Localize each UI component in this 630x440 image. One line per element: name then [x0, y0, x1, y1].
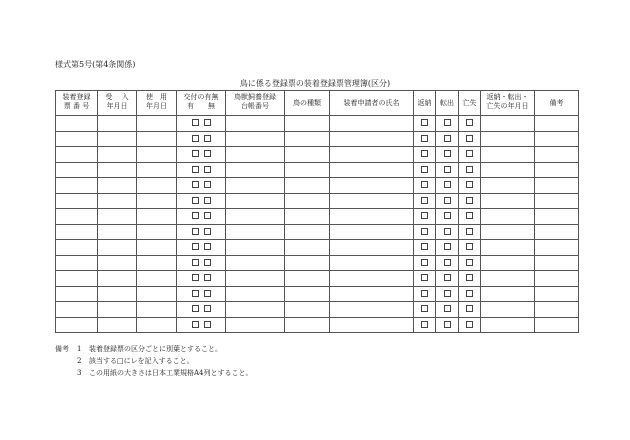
table-cell [459, 162, 481, 178]
table-cell [226, 147, 285, 163]
checkbox[interactable] [421, 274, 428, 281]
checkbox[interactable] [204, 166, 211, 173]
checkbox[interactable] [204, 290, 211, 297]
checkbox[interactable] [192, 228, 199, 235]
table-cell [481, 178, 535, 194]
checkbox[interactable] [444, 166, 451, 173]
table-cell [177, 240, 226, 256]
table-cell [436, 147, 459, 163]
column-header-label: 票 番 号 [63, 102, 90, 110]
note-number: 3 [77, 369, 82, 377]
table-cell [414, 271, 436, 287]
checkbox[interactable] [444, 274, 451, 281]
table-cell [137, 271, 177, 287]
table-cell [436, 317, 459, 333]
table-cell [98, 302, 137, 318]
table-body [56, 116, 579, 333]
table-cell [330, 302, 414, 318]
column-header [481, 91, 535, 116]
table-cell [436, 224, 459, 240]
table-cell [285, 240, 330, 256]
table-cell [459, 240, 481, 256]
checkbox[interactable] [421, 150, 428, 157]
table-cell [56, 317, 98, 333]
checkbox[interactable] [444, 321, 451, 328]
checkbox[interactable] [192, 290, 199, 297]
table-cell [56, 271, 98, 287]
table-cell [330, 178, 414, 194]
checkbox[interactable] [421, 305, 428, 312]
checkbox[interactable] [421, 290, 428, 297]
table-cell [481, 286, 535, 302]
table-cell [535, 286, 579, 302]
table-cell [414, 209, 436, 225]
column-header-label: 年月日 [146, 102, 167, 110]
table-cell [535, 178, 579, 194]
column-header-label: 鳥の種類 [293, 98, 321, 107]
table-cell [137, 131, 177, 147]
table-cell [459, 178, 481, 194]
checkbox[interactable] [192, 259, 199, 266]
checkbox[interactable] [421, 181, 428, 188]
column-header [459, 91, 481, 116]
table-cell [535, 162, 579, 178]
table-cell [137, 116, 177, 132]
table-cell [459, 302, 481, 318]
table-cell [137, 147, 177, 163]
checkbox[interactable] [192, 150, 199, 157]
table-cell [436, 178, 459, 194]
table-row [56, 131, 579, 147]
table-cell [56, 116, 98, 132]
table-cell [98, 178, 137, 194]
column-header-label: 年月日 [106, 102, 128, 110]
register-table [55, 90, 579, 333]
table-cell [98, 209, 137, 225]
table-cell [436, 240, 459, 256]
column-header-label: 備考 [549, 98, 564, 107]
table-cell [436, 271, 459, 287]
table-row [56, 286, 579, 302]
table-cell [481, 209, 535, 225]
table-cell [137, 178, 177, 194]
table-cell [481, 224, 535, 240]
table-cell [535, 147, 579, 163]
column-header [98, 91, 137, 116]
table-cell [436, 116, 459, 132]
table-cell [414, 131, 436, 147]
table-cell [535, 193, 579, 209]
table-cell [98, 193, 137, 209]
table-cell [459, 147, 481, 163]
checkbox[interactable] [444, 228, 451, 235]
table-cell [414, 286, 436, 302]
checkbox[interactable] [466, 150, 473, 157]
table-row [56, 209, 579, 225]
column-header-label: 交付の有無 [183, 93, 219, 101]
table-row [56, 255, 579, 271]
table-cell [177, 224, 226, 240]
table-cell [535, 255, 579, 271]
note-row-1 [55, 343, 253, 355]
table-cell [56, 193, 98, 209]
table-cell [56, 178, 98, 194]
table-cell [285, 131, 330, 147]
table-cell [226, 271, 285, 287]
table-cell [436, 131, 459, 147]
column-header-label: 装着登録 [62, 93, 91, 101]
checkbox[interactable] [466, 305, 473, 312]
table-cell [481, 240, 535, 256]
table-cell [285, 178, 330, 194]
table-cell [459, 255, 481, 271]
table-cell [481, 317, 535, 333]
checkbox[interactable] [192, 135, 199, 142]
table-row [56, 162, 579, 178]
table-cell [481, 255, 535, 271]
table-cell [226, 255, 285, 271]
table-cell [459, 271, 481, 287]
table-cell [56, 240, 98, 256]
table-cell [535, 224, 579, 240]
table-cell [177, 193, 226, 209]
table-cell [98, 116, 137, 132]
table-cell [330, 286, 414, 302]
table-cell [137, 240, 177, 256]
table-cell [285, 193, 330, 209]
note-number: 1 [77, 345, 82, 353]
table-cell [226, 131, 285, 147]
table-cell [56, 286, 98, 302]
checkbox[interactable] [204, 119, 211, 126]
table-cell [56, 302, 98, 318]
table-cell [285, 162, 330, 178]
checkbox[interactable] [204, 197, 211, 204]
table-row [56, 178, 579, 194]
table-row [56, 317, 579, 333]
checkbox[interactable] [204, 305, 211, 312]
checkbox[interactable] [444, 135, 451, 142]
table-cell [56, 224, 98, 240]
table-cell [177, 317, 226, 333]
column-header-label: 有 無 [187, 102, 215, 110]
checkbox[interactable] [466, 212, 473, 219]
checkbox[interactable] [192, 119, 199, 126]
column-header [535, 91, 579, 116]
table-cell [414, 317, 436, 333]
table-cell [535, 317, 579, 333]
table-cell [414, 302, 436, 318]
table-cell [137, 193, 177, 209]
table-cell [330, 209, 414, 225]
table-cell [459, 317, 481, 333]
table-cell [226, 317, 285, 333]
column-header-label: 受 入 [105, 93, 129, 101]
checkbox[interactable] [192, 321, 199, 328]
table-cell [535, 271, 579, 287]
table-cell [98, 162, 137, 178]
table-cell [535, 131, 579, 147]
column-header [177, 91, 226, 116]
table-cell [285, 116, 330, 132]
table-cell [414, 162, 436, 178]
table-row [56, 116, 579, 132]
table-cell [226, 193, 285, 209]
table-cell [56, 209, 98, 225]
document-title: 鳥に係る登録票の装着登録票管理簿(区分) [239, 79, 391, 88]
checkbox[interactable] [421, 119, 428, 126]
column-header-label: 装着申請者の氏名 [343, 98, 400, 107]
note-text: 該当する□にレを記入すること。 [89, 357, 194, 365]
table-row [56, 193, 579, 209]
note-text: 装着登録票の区分ごとに別葉とすること。 [89, 345, 222, 353]
checkbox[interactable] [466, 197, 473, 204]
table-cell [414, 240, 436, 256]
table-row [56, 271, 579, 287]
table-cell [177, 271, 226, 287]
column-header [226, 91, 285, 116]
checkbox[interactable] [421, 212, 428, 219]
table-cell [330, 271, 414, 287]
checkbox[interactable] [421, 228, 428, 235]
checkbox[interactable] [444, 197, 451, 204]
checkbox[interactable] [466, 259, 473, 266]
table-cell [436, 255, 459, 271]
column-header-label: 転出 [440, 98, 454, 107]
column-header [436, 91, 459, 116]
table-cell [56, 131, 98, 147]
checkbox[interactable] [466, 181, 473, 188]
table-cell [177, 116, 226, 132]
note-text: この用紙の大きさは日本工業規格A4列とすること。 [89, 369, 253, 377]
column-header-label: 台帳番号 [241, 102, 269, 110]
checkbox[interactable] [204, 135, 211, 142]
table-cell [330, 240, 414, 256]
table-cell [459, 286, 481, 302]
checkbox[interactable] [466, 166, 473, 173]
table-cell [98, 286, 137, 302]
checkbox[interactable] [204, 150, 211, 157]
checkbox[interactable] [192, 166, 199, 173]
table-cell [285, 302, 330, 318]
table-cell [137, 317, 177, 333]
checkbox[interactable] [192, 197, 199, 204]
checkbox[interactable] [192, 243, 199, 250]
table-cell [226, 209, 285, 225]
checkbox[interactable] [192, 305, 199, 312]
notes [55, 343, 253, 379]
table-cell [98, 317, 137, 333]
column-header-label: 使 用 [146, 93, 167, 101]
checkbox[interactable] [421, 321, 428, 328]
checkbox[interactable] [466, 290, 473, 297]
table-cell [285, 255, 330, 271]
checkbox[interactable] [204, 321, 211, 328]
table-cell [285, 271, 330, 287]
table-cell [98, 271, 137, 287]
header-row [56, 91, 579, 116]
table-cell [137, 224, 177, 240]
table-cell [459, 193, 481, 209]
note-row-3 [55, 367, 253, 379]
table-cell [177, 286, 226, 302]
checkbox[interactable] [421, 135, 428, 142]
form-label: 様式第5号(第4条関係) [55, 60, 136, 69]
table-cell [137, 302, 177, 318]
table-cell [330, 162, 414, 178]
table-row [56, 224, 579, 240]
checkbox[interactable] [444, 305, 451, 312]
table-cell [414, 178, 436, 194]
table-cell [56, 255, 98, 271]
checkbox[interactable] [466, 135, 473, 142]
table-cell [481, 162, 535, 178]
table-cell [226, 240, 285, 256]
notes-heading: 備考 [55, 345, 69, 353]
table-row [56, 302, 579, 318]
table-cell [481, 193, 535, 209]
checkbox[interactable] [444, 290, 451, 297]
table-cell [330, 224, 414, 240]
checkbox[interactable] [192, 274, 199, 281]
table-cell [98, 240, 137, 256]
table-cell [177, 131, 226, 147]
table-cell [481, 271, 535, 287]
checkbox[interactable] [204, 259, 211, 266]
table-cell [98, 147, 137, 163]
checkbox[interactable] [204, 274, 211, 281]
checkbox[interactable] [204, 243, 211, 250]
checkbox[interactable] [444, 259, 451, 266]
checkbox[interactable] [192, 212, 199, 219]
table-cell [285, 286, 330, 302]
column-header [285, 91, 330, 116]
table-cell [285, 224, 330, 240]
table-cell [330, 317, 414, 333]
table-cell [56, 162, 98, 178]
table-cell [481, 147, 535, 163]
column-header-label: 亡失 [462, 98, 477, 107]
table-row [56, 147, 579, 163]
checkbox[interactable] [466, 243, 473, 250]
table-cell [226, 178, 285, 194]
table-cell [481, 131, 535, 147]
table-cell [226, 302, 285, 318]
table-cell [535, 209, 579, 225]
table-cell [137, 209, 177, 225]
table-cell [330, 131, 414, 147]
column-header [56, 91, 98, 116]
table-cell [285, 209, 330, 225]
table-cell [226, 224, 285, 240]
table-cell [436, 286, 459, 302]
column-header-label: 亡失の年月日 [486, 102, 529, 110]
table-cell [137, 286, 177, 302]
checkbox[interactable] [444, 212, 451, 219]
table-cell [414, 224, 436, 240]
table-cell [177, 178, 226, 194]
table-cell [436, 193, 459, 209]
table-cell [98, 224, 137, 240]
table-cell [436, 162, 459, 178]
checkbox[interactable] [204, 228, 211, 235]
checkbox[interactable] [466, 119, 473, 126]
checkbox[interactable] [466, 228, 473, 235]
checkbox[interactable] [421, 166, 428, 173]
table-cell [459, 116, 481, 132]
table-cell [177, 255, 226, 271]
table-cell [330, 193, 414, 209]
table-cell [177, 209, 226, 225]
column-header-label: 鳥獣飼養登録 [234, 93, 276, 101]
table-cell [226, 116, 285, 132]
table-cell [481, 302, 535, 318]
table-cell [414, 193, 436, 209]
checkbox[interactable] [444, 119, 451, 126]
checkbox[interactable] [421, 243, 428, 250]
checkbox[interactable] [444, 243, 451, 250]
checkbox[interactable] [204, 181, 211, 188]
table-cell [330, 147, 414, 163]
checkbox[interactable] [444, 150, 451, 157]
column-header [137, 91, 177, 116]
checkbox[interactable] [421, 197, 428, 204]
table-cell [137, 162, 177, 178]
table-cell [177, 147, 226, 163]
table-cell [414, 116, 436, 132]
column-header-label: 返納 [417, 98, 432, 107]
table-cell [436, 302, 459, 318]
table-cell [98, 131, 137, 147]
table-cell [436, 209, 459, 225]
checkbox[interactable] [444, 181, 451, 188]
table-cell [459, 224, 481, 240]
table-cell [535, 116, 579, 132]
column-header [414, 91, 436, 116]
note-number: 2 [77, 357, 82, 365]
column-header [330, 91, 414, 116]
table-row [56, 240, 579, 256]
column-header-label: 返納・転出・ [486, 93, 529, 101]
table-cell [535, 302, 579, 318]
checkbox[interactable] [192, 181, 199, 188]
table-cell [285, 317, 330, 333]
note-row-2 [55, 355, 253, 367]
table-cell [330, 116, 414, 132]
table-cell [459, 131, 481, 147]
checkbox[interactable] [466, 274, 473, 281]
table-cell [414, 147, 436, 163]
table-cell [98, 255, 137, 271]
table-cell [459, 209, 481, 225]
table-cell [535, 240, 579, 256]
table-cell [414, 255, 436, 271]
table-cell [285, 147, 330, 163]
table-cell [177, 302, 226, 318]
table-cell [226, 286, 285, 302]
table-cell [137, 255, 177, 271]
table-cell [226, 162, 285, 178]
table-cell [177, 162, 226, 178]
table-cell [330, 255, 414, 271]
checkbox[interactable] [421, 259, 428, 266]
checkbox[interactable] [204, 212, 211, 219]
table-cell [56, 147, 98, 163]
table-cell [481, 116, 535, 132]
checkbox[interactable] [466, 321, 473, 328]
